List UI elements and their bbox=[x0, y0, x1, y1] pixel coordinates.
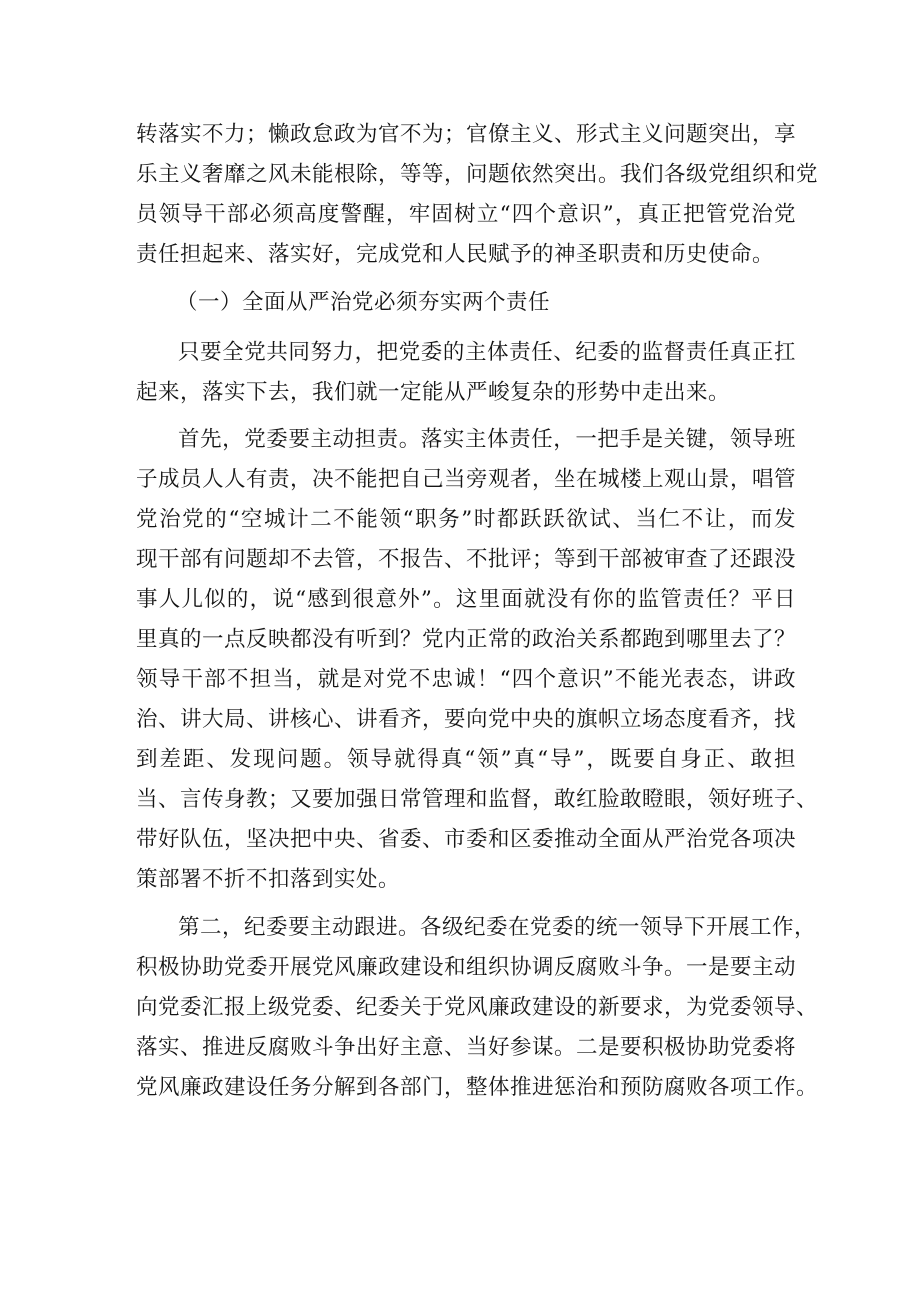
paragraph-line: 现干部有问题却不去管，不报告、不批评；等到干部被审查了还跟没 bbox=[136, 547, 797, 572]
paragraph-line: 落实、推进反腐败斗争出好主意、当好参谋。二是要积极协助党委将 bbox=[136, 1035, 797, 1060]
paragraph-line: 事人儿似的，说“感到很意外”。这里面就没有你的监管责任？平日 bbox=[136, 587, 796, 612]
paragraph-line: 党治党的“空城计二不能领“职务”时都跃跃欲试、当仁不让，而发 bbox=[136, 507, 796, 532]
section-heading: （一）全面从严治党必须夯实两个责任 bbox=[176, 290, 551, 315]
paragraph-line: 策部署不折不扣落到实处。 bbox=[136, 867, 401, 892]
paragraph-line: 起来，落实下去，我们就一定能从严峻复杂的形势中走出来。 bbox=[136, 380, 731, 405]
paragraph-line: 党风廉政建设任务分解到各部门，整体推进惩治和预防腐败各项工作。 bbox=[136, 1075, 819, 1100]
paragraph-line: 转落实不力；懒政怠政为官不为；官僚主义、形式主义问题突出，享 bbox=[136, 122, 797, 147]
paragraph-line: 领导干部不担当，就是对党不忠诚！“四个意识”不能光表态，讲政 bbox=[136, 667, 796, 692]
paragraph-line: 员领导干部必须高度警醒，牢固树立“四个意识”，真正把管党治党 bbox=[136, 202, 796, 227]
paragraph-line: 积极协助党委开展党风廉政建设和组织协调反腐败斗争。一是要主动 bbox=[136, 955, 797, 980]
paragraph-line: 向党委汇报上级党委、纪委关于党风廉政建设的新要求，为党委领导、 bbox=[136, 995, 819, 1020]
paragraph-line: 只要全党共同努力，把党委的主体责任、纪委的监督责任真正扛 bbox=[178, 340, 796, 365]
paragraph-line: 首先，党委要主动担责。落实主体责任，一把手是关键，领导班 bbox=[178, 427, 796, 452]
paragraph-line: 当、言传身教；又要加强日常管理和监督，敢红脸敢瞪眼，领好班子、 bbox=[136, 787, 819, 812]
paragraph-line: 责任担起来、落实好，完成党和人民赋予的神圣职责和历史使命。 bbox=[136, 242, 775, 267]
paragraph-line: 乐主义奢靡之风未能根除，等等，问题依然突出。我们各级党组织和党 bbox=[136, 162, 819, 187]
paragraph-line: 里真的一点反映都没有听到？党内正常的政治关系都跑到哪里去了？ bbox=[136, 627, 797, 652]
paragraph-line: 带好队伍，坚决把中央、省委、市委和区委推动全面从严治党各项决 bbox=[136, 827, 797, 852]
paragraph-line: 第二，纪委要主动跟进。各级纪委在党委的统一领导下开展工作， bbox=[178, 915, 817, 940]
paragraph-line: 子成员人人有责，决不能把自己当旁观者，坐在城楼上观山景，唱管 bbox=[136, 467, 797, 492]
paragraph-line: 到差距、发现问题。领导就得真“领”真“导”，既要自身正、敢担 bbox=[136, 747, 796, 772]
paragraph-line: 治、讲大局、讲核心、讲看齐，要向党中央的旗帜立场态度看齐，找 bbox=[136, 707, 797, 732]
